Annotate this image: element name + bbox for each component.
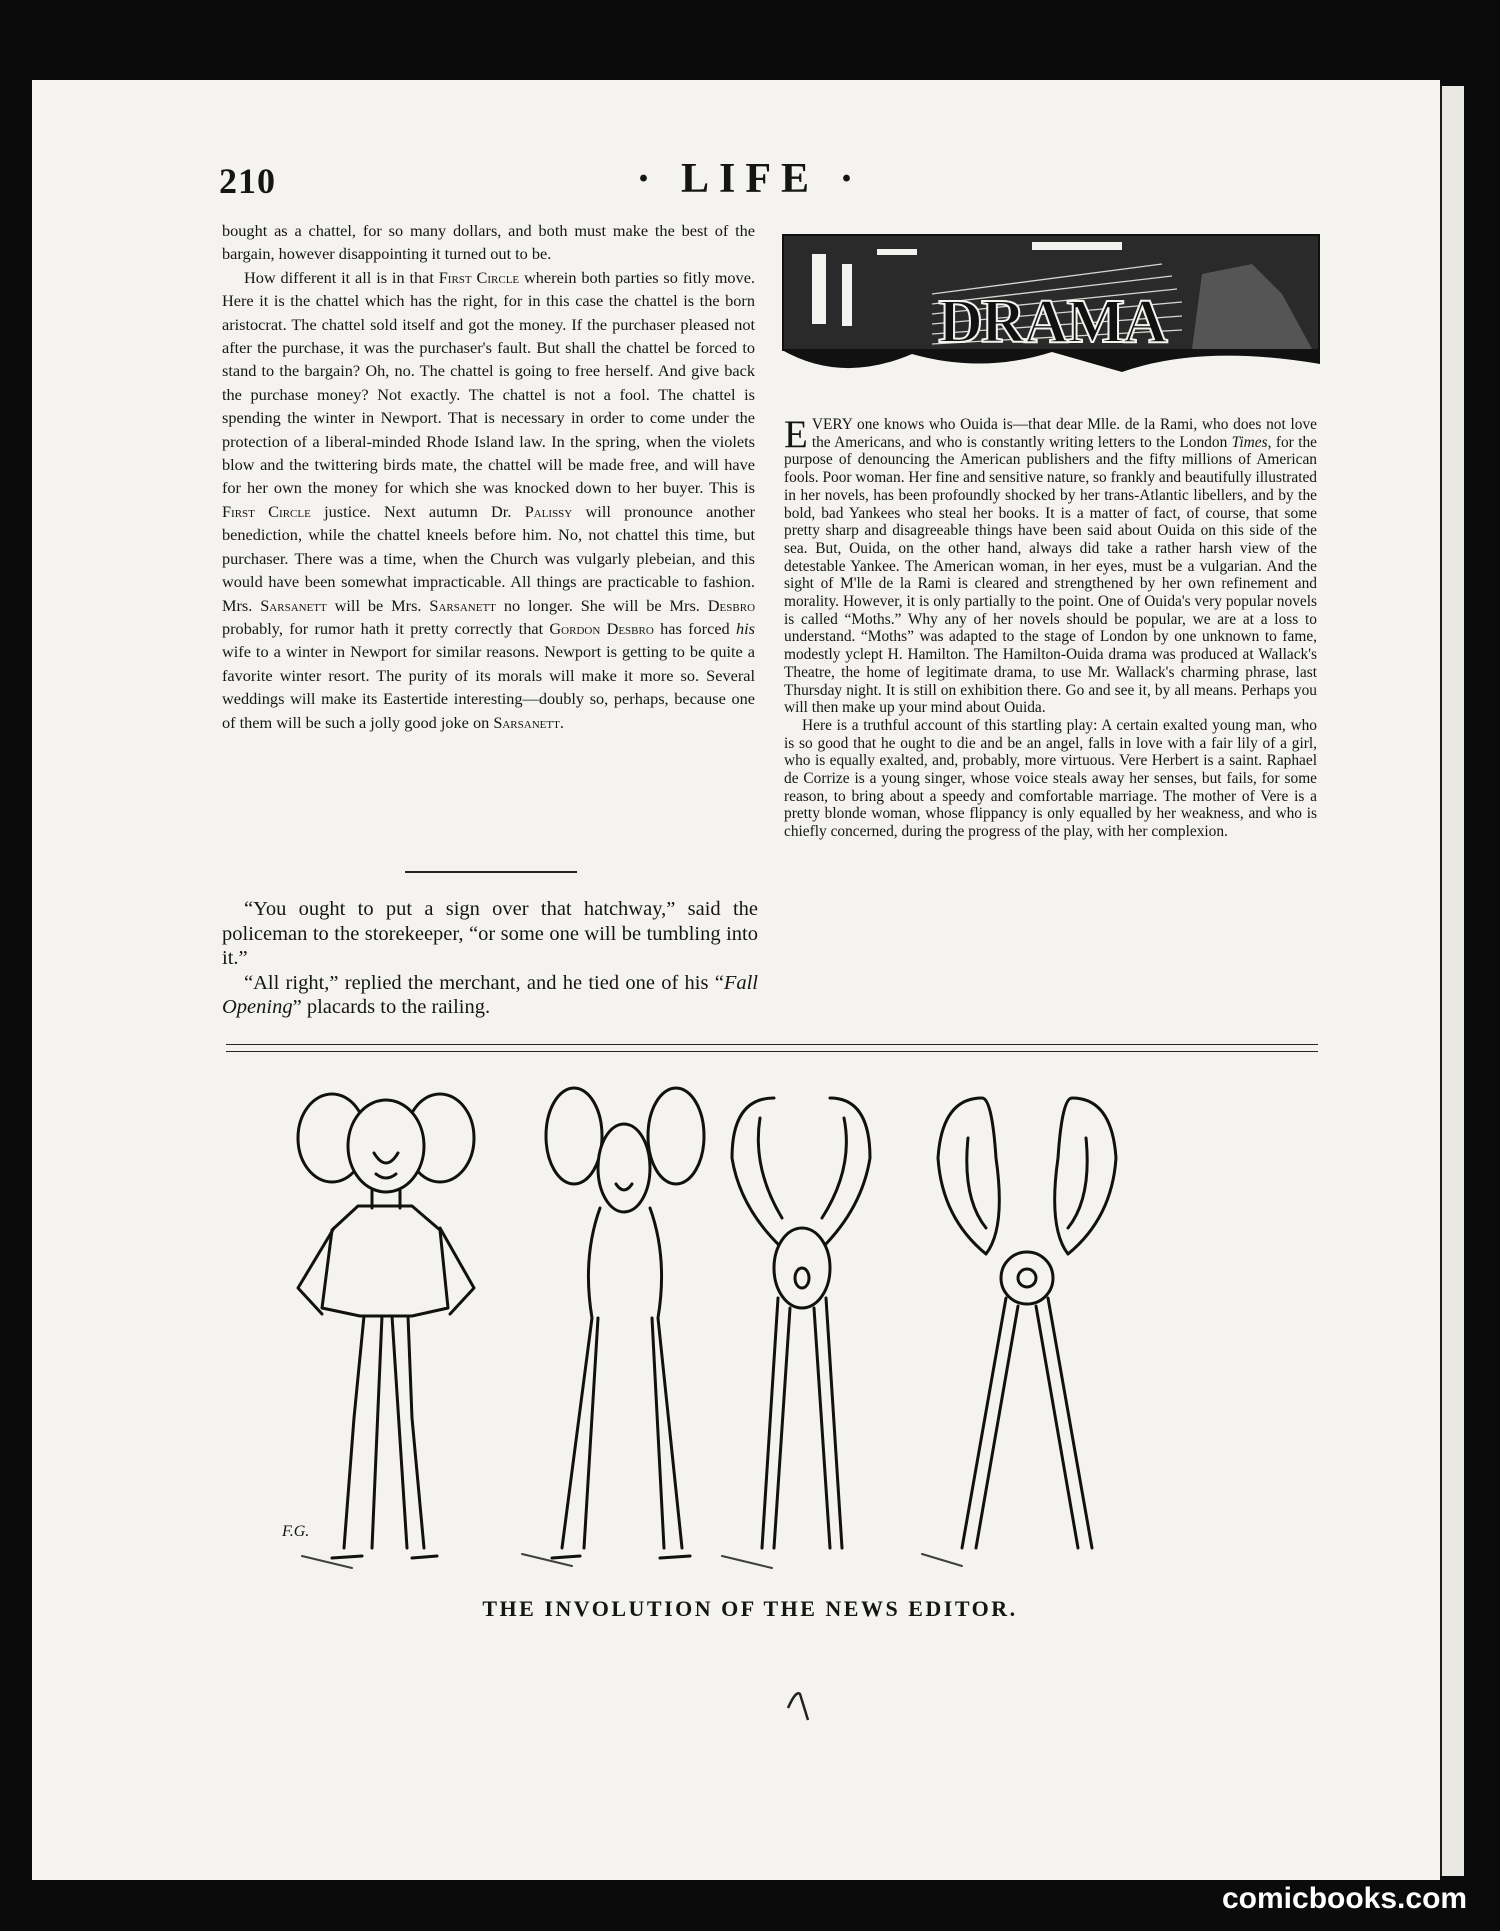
double-rule-divider [226,1044,1318,1052]
drama-banner-illustration [782,234,1320,384]
figure-scissors-face [732,1098,870,1548]
figure-scissors [938,1098,1116,1548]
masthead-title: · LIFE · [636,156,864,202]
news-editor-cartoon [262,1078,1282,1578]
article-paragraph: bought as a chattel, for so many dollars, and both must make the best of the bargain, however disappointing it turned out to be. [222,221,755,264]
page-number: 210 [219,161,276,201]
artist-signature: F.G. [282,1523,310,1540]
figure-half-scissors [546,1088,704,1558]
joke-line: “All right,” replied the merchant, and he tied one of his “Fall Opening” placards to the railing. [222,971,758,1018]
article-paragraph: How different it all is in that First Circle wherein both parties so fitly move. Here it is the chattel which has the right, for in this case the chattel is the born aristocrat. The chattel sold itself and got the money. If the purchaser pleased not after the purchase, it was the purchaser's fault. But shall the chattel be forced to stand to the bargain? Oh, no. The chattel is going to free herself. And give back the purchase money? Not exactly. The chattel is not a fool. The chattel is spending the winter in Newport. That is necessary in order to come under the protection of a liberal-minded Rhode Island law. In the spring, when the violets blow and the twittering birds mate, the chattel will be made free, and will have for her own the money for which she was knocked down to her buyer. This is First Circle justice. Next autumn Dr. Palissy will pronounce another benediction, while the chattel kneels before him. No, not chattel this time, but purchaser. There was a time, when the Church was vulgarly plebeian, and this would have been somewhat impracticable. All things are practicable to fashion. Mrs. Sarsanett will be Mrs. Sarsanett no longer. She will be Mrs. Desbro probably, for rumor hath it pretty correctly that Gordon Desbro has forced his wife to a winter in Newport for similar reasons. Newport is getting to be quite a favorite winter resort. The purity of its morals will make it more so. Several weddings will make its Eastertide interesting—doubly so, perhaps, because one of them will be such a jolly good joke on Sarsanett. [222,267,756,732]
joke-line: “You ought to put a sign over that hatchway,” said the policeman to the storekeeper, “or some one will be tumbling into it.” [222,898,758,969]
section-divider [405,871,577,873]
joke-block [222,897,758,1020]
watermark: comicbooks.com [1222,1882,1468,1915]
left-column-article [222,219,755,734]
figure-man-editor [298,1094,474,1558]
review-paragraph: Here is a truthful account of this startling play: A certain exalted young man, who is so good that he ought to die and be an angel, falls in love with a fair lily of a girl, who is equally exalted, and, probably, more virtuous. Vere Herbert is a saint. Raphael de Corrize is a young singer, whose voice steals away her senses, but fails, for some reason, to bring about a speedy and comfortable marriage. The mother of Vere is a pretty blonde woman, whose flippancy is only equalled by her weakness, and who is chiefly concerned, during the progress of the play, with her complexion. [784,716,1317,841]
ink-mark-icon [784,1688,814,1724]
drama-banner-title: DRAMA [938,288,1166,356]
drama-review-column [784,413,1317,841]
cartoon-caption: THE INVOLUTION OF THE NEWS EDITOR. [482,1596,1018,1621]
review-paragraph: EVERY one knows who Ouida is—that dear Mlle. de la Rami, who does not love the Americans, and who is constantly writing letters to the London Times, for the purpose of denouncing the American publishers and the fifty millions of American fools. Poor woman. Her fine and sensitive nature, so frankly and beautifully illustrated in her novels, has been profoundly shocked by her trans-Atlantic libellers, and by the bold, bad Yankees who steal her books. It is a matter of fact, of course, that some pretty sharp and disagreeable things have been said about Ouida on this side of the sea. But, Ouida, on the other hand, always did take a rather harsh view of the detestable Yankee. The American woman, in her eyes, must be a vulgarian. And the sight of M'lle de la Rami is cleared and strengthened by her own refinement and morality. However, it is only partially to the point. One of Ouida's very popular novels is called “Moths.” Why any of her novels should be popular, we are at a loss to understand. “Moths” was adapted to the stage of London by one unknown to fame, modestly yclept H. Hamilton. The Hamilton-Ouida drama was produced at Wallack's Theatre, the home of legitimate drama, to use Mr. Wallack's charming phrase, last Thursday night. It is still on exhibition there. Go and see it, by all means. Perhaps you will then make up your mind about Ouida. [784,413,1317,717]
drop-cap: E [784,413,808,456]
